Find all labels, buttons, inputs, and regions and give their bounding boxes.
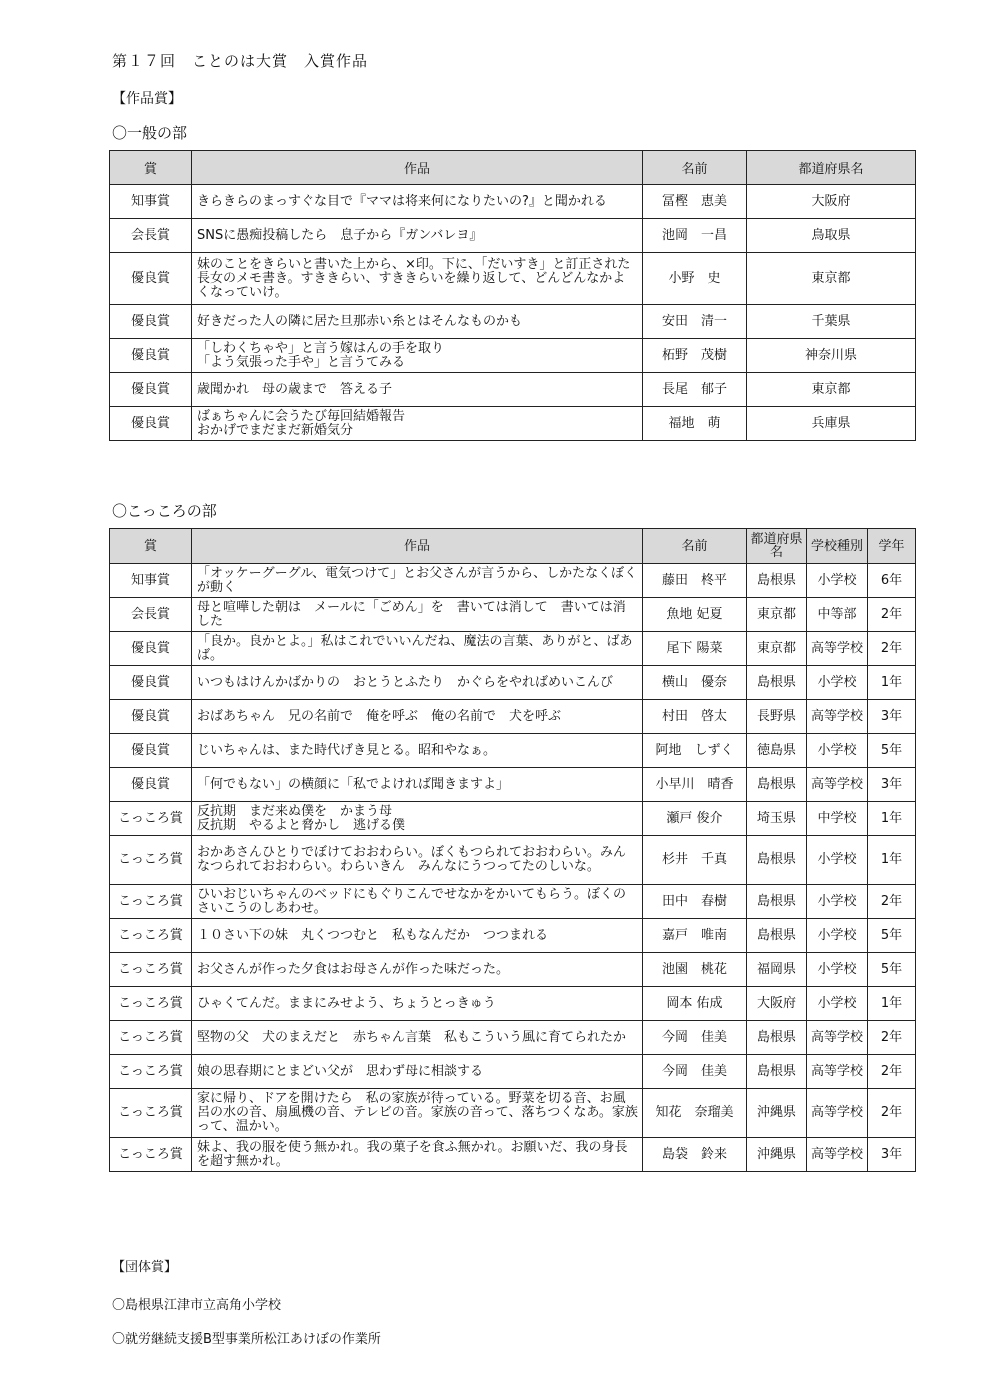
prize-cell: こっころ賞 (110, 919, 192, 953)
col-header-name: 名前 (643, 529, 747, 564)
prize-cell: こっころ賞 (110, 885, 192, 919)
name-cell: 岡本 佑成 (643, 987, 747, 1021)
table-row (110, 734, 916, 768)
school-cell: 高等学校 (807, 1055, 868, 1089)
pref-cell: 東京都 (747, 373, 916, 407)
name-cell: 小野 史 (643, 253, 747, 305)
work-cell: ばぁちゃんに会うたび毎回結婚報告 おかげでまだまだ新婚気分 (192, 407, 643, 441)
grade-cell: 2年 (868, 1055, 916, 1089)
school-cell: 小学校 (807, 987, 868, 1021)
school-cell: 小学校 (807, 836, 868, 885)
prize-cell: こっころ賞 (110, 836, 192, 885)
school-cell: 高等学校 (807, 700, 868, 734)
prize-cell: 知事賞 (110, 185, 192, 219)
grade-cell: 3年 (868, 700, 916, 734)
grade-cell: 1年 (868, 666, 916, 700)
name-cell: 小早川 晴香 (643, 768, 747, 802)
general-header-row (110, 151, 916, 185)
col-header-pref: 都道府県名 (747, 151, 916, 185)
work-award-label: 【作品賞】 (112, 91, 182, 107)
table-row (110, 802, 916, 836)
pref-cell: 埼玉県 (747, 802, 807, 836)
school-cell: 高等学校 (807, 1138, 868, 1172)
school-cell: 中学校 (807, 802, 868, 836)
pref-cell: 鳥取県 (747, 219, 916, 253)
name-cell: 阿地 しずく (643, 734, 747, 768)
grade-cell: 1年 (868, 802, 916, 836)
pref-cell: 島根県 (747, 1055, 807, 1089)
pref-cell: 長野県 (747, 700, 807, 734)
work-cell: 堅物の父 犬のまえだと 赤ちゃん言葉 私もこういう風に育てられたか (192, 1021, 643, 1055)
work-cell: いつもはけんかばかりの おとうとふたり かぐらをやればめいこんび (192, 666, 643, 700)
table-row (110, 219, 916, 253)
school-cell: 小学校 (807, 953, 868, 987)
school-cell: 高等学校 (807, 1089, 868, 1138)
table-row (110, 1138, 916, 1172)
name-cell: 島袋 鈴来 (643, 1138, 747, 1172)
table-row (110, 987, 916, 1021)
grade-cell: 5年 (868, 919, 916, 953)
pref-cell: 沖縄県 (747, 1138, 807, 1172)
name-cell: 瀬戸 俊介 (643, 802, 747, 836)
school-cell: 小学校 (807, 666, 868, 700)
work-cell: 「しわくちゃや」と言う嫁はんの手を取り 「よう気張った手や」と言うてみる (192, 339, 643, 373)
table-row (110, 885, 916, 919)
prize-cell: こっころ賞 (110, 1138, 192, 1172)
grade-cell: 3年 (868, 768, 916, 802)
prize-cell: こっころ賞 (110, 953, 192, 987)
table-row (110, 919, 916, 953)
prize-cell: 会長賞 (110, 219, 192, 253)
table-row (110, 768, 916, 802)
name-cell: 横山 優奈 (643, 666, 747, 700)
pref-cell: 島根県 (747, 768, 807, 802)
pref-cell: 大阪府 (747, 987, 807, 1021)
school-cell: 中等部 (807, 598, 868, 632)
name-cell: 藤田 柊平 (643, 564, 747, 598)
grade-cell: 5年 (868, 953, 916, 987)
col-header-prize: 賞 (110, 151, 192, 185)
table-row (110, 632, 916, 666)
pref-cell: 東京都 (747, 598, 807, 632)
grade-cell: 2年 (868, 598, 916, 632)
kokoro-table (109, 528, 916, 1172)
table-row (110, 700, 916, 734)
table-row (110, 1055, 916, 1089)
school-cell: 高等学校 (807, 632, 868, 666)
name-cell: 知花 奈瑠美 (643, 1089, 747, 1138)
name-cell: 尾下 陽菜 (643, 632, 747, 666)
prize-cell: 優良賞 (110, 253, 192, 305)
work-cell: 母と喧嘩した朝は メールに「ごめん」を 書いては消して 書いては消した (192, 598, 643, 632)
table-row (110, 598, 916, 632)
name-cell: 今岡 佳美 (643, 1055, 747, 1089)
work-cell: 娘の思春期にとまどい父が 思わず母に相談する (192, 1055, 643, 1089)
col-header-work: 作品 (192, 151, 643, 185)
pref-cell: 島根県 (747, 919, 807, 953)
table-row (110, 1021, 916, 1055)
table-row (110, 407, 916, 441)
work-cell: 反抗期 まだ来ぬ僕を かまう母 反抗期 やるよと脅かし 逃げる僕 (192, 802, 643, 836)
name-cell: 長尾 郁子 (643, 373, 747, 407)
grade-cell: 3年 (868, 1138, 916, 1172)
name-cell: 柘野 茂樹 (643, 339, 747, 373)
grade-cell: 2年 (868, 632, 916, 666)
grade-cell: 2年 (868, 1089, 916, 1138)
work-cell: 「良か。良かとよ。」私はこれでいいんだね、魔法の言葉、ありがと、ばあば。 (192, 632, 643, 666)
name-cell: 魚地 妃夏 (643, 598, 747, 632)
prize-cell: こっころ賞 (110, 987, 192, 1021)
grade-cell: 1年 (868, 987, 916, 1021)
table-row (110, 953, 916, 987)
col-header-pref: 都道府県名 (747, 529, 807, 564)
col-header-name: 名前 (643, 151, 747, 185)
name-cell: 冨樫 恵美 (643, 185, 747, 219)
prize-cell: 知事賞 (110, 564, 192, 598)
name-cell: 今岡 佳美 (643, 1021, 747, 1055)
name-cell: 池岡 一昌 (643, 219, 747, 253)
table-row (110, 339, 916, 373)
name-cell: 安田 清一 (643, 305, 747, 339)
col-header-prize: 賞 (110, 529, 192, 564)
table-row (110, 253, 916, 305)
prize-cell: こっころ賞 (110, 1089, 192, 1138)
work-cell: おかあさんひとりでぼけておおわらい。ぼくもつられておおわらい。みんなつられておおわらい。わらいきん みんなにうつってたのしいな。 (192, 836, 643, 885)
kokoro-section-heading: 〇こっころの部 (112, 502, 217, 520)
work-cell: 家に帰り、ドアを開けたら 私の家族が待っている。野菜を切る音、お風呂の水の音、扇風機の音、テレビの音。家族の音って、落ちつくなあ。家族って、温かい。 (192, 1089, 643, 1138)
school-cell: 小学校 (807, 734, 868, 768)
prize-cell: 優良賞 (110, 305, 192, 339)
pref-cell: 島根県 (747, 836, 807, 885)
school-cell: 高等学校 (807, 1021, 868, 1055)
grade-cell: 2年 (868, 1021, 916, 1055)
prize-cell: 優良賞 (110, 666, 192, 700)
name-cell: 村田 啓太 (643, 700, 747, 734)
prize-cell: 優良賞 (110, 339, 192, 373)
col-header-grade: 学年 (868, 529, 916, 564)
work-cell: ひゃくてんだ。ままにみせよう、ちょうとっきゅう (192, 987, 643, 1021)
grade-cell: 1年 (868, 836, 916, 885)
prize-cell: 優良賞 (110, 700, 192, 734)
col-header-work: 作品 (192, 529, 643, 564)
work-cell: 「オッケーグーグル、電気つけて」とお父さんが言うから、しかたなくぼくが動く (192, 564, 643, 598)
pref-cell: 福岡県 (747, 953, 807, 987)
general-section-heading: 〇一般の部 (112, 124, 188, 142)
work-cell: 好きだった人の隣に居た旦那赤い糸とはそんなものかも (192, 305, 643, 339)
pref-cell: 神奈川県 (747, 339, 916, 373)
name-cell: 田中 春樹 (643, 885, 747, 919)
group-award-title: 【団体賞】 (112, 1260, 178, 1275)
work-cell: 妹よ、我の服を使う無かれ。我の菓子を食ふ無かれ。お願いだ、我の身長を超す無かれ。 (192, 1138, 643, 1172)
grade-cell: 5年 (868, 734, 916, 768)
pref-cell: 島根県 (747, 1021, 807, 1055)
page-title: 第１７回 ことのは大賞 入賞作品 (112, 52, 369, 70)
pref-cell: 千葉県 (747, 305, 916, 339)
table-row (110, 564, 916, 598)
pref-cell: 東京都 (747, 253, 916, 305)
work-cell: お父さんが作った夕食はお母さんが作った味だった。 (192, 953, 643, 987)
work-cell: SNSに愚痴投稿したら 息子から『ガンバレヨ』 (192, 219, 643, 253)
prize-cell: 会長賞 (110, 598, 192, 632)
prize-cell: 優良賞 (110, 407, 192, 441)
prize-cell: こっころ賞 (110, 1021, 192, 1055)
work-cell: きらきらのまっすぐな目で『ママは将来何になりたいの?』と聞かれる (192, 185, 643, 219)
pref-cell: 兵庫県 (747, 407, 916, 441)
prize-cell: 優良賞 (110, 734, 192, 768)
general-table (109, 150, 916, 441)
group-award-item: 〇島根県江津市立高角小学校 (112, 1298, 282, 1313)
pref-cell: 島根県 (747, 885, 807, 919)
name-cell: 杉井 千真 (643, 836, 747, 885)
group-award-item: 〇就労継続支援B型事業所松江あけぼの作業所 (112, 1332, 381, 1347)
grade-cell: 6年 (868, 564, 916, 598)
work-cell: 「何でもない」の横顔に「私でよければ聞きますよ」 (192, 768, 643, 802)
pref-cell: 東京都 (747, 632, 807, 666)
name-cell: 池園 桃花 (643, 953, 747, 987)
school-cell: 高等学校 (807, 768, 868, 802)
prize-cell: こっころ賞 (110, 802, 192, 836)
table-row (110, 185, 916, 219)
pref-cell: 大阪府 (747, 185, 916, 219)
school-cell: 小学校 (807, 564, 868, 598)
pref-cell: 沖縄県 (747, 1089, 807, 1138)
pref-cell: 島根県 (747, 564, 807, 598)
work-cell: 妹のことをきらいと書いた上から、×印。下に、「だいすき」と訂正された長女のメモ書き。すききらい、すききらいを繰り返して、どんどんなかよくなっていけ。 (192, 253, 643, 305)
kokoro-header-row (110, 529, 916, 564)
work-cell: じいちゃんは、また時代げき見とる。昭和やなぁ。 (192, 734, 643, 768)
prize-cell: こっころ賞 (110, 1055, 192, 1089)
pref-cell: 島根県 (747, 666, 807, 700)
col-header-school: 学校種別 (807, 529, 868, 564)
prize-cell: 優良賞 (110, 768, 192, 802)
school-cell: 小学校 (807, 919, 868, 953)
name-cell: 福地 萌 (643, 407, 747, 441)
work-cell: ひいおじいちゃんのベッドにもぐりこんでせなかをかいてもらう。ぼくのさいこうのしあわせ。 (192, 885, 643, 919)
table-row (110, 836, 916, 885)
work-cell: おばあちゃん 兄の名前で 俺を呼ぶ 俺の名前で 犬を呼ぶ (192, 700, 643, 734)
table-row (110, 666, 916, 700)
school-cell: 小学校 (807, 885, 868, 919)
work-cell: １０さい下の妹 丸くつつむと 私もなんだか つつまれる (192, 919, 643, 953)
table-row (110, 1089, 916, 1138)
pref-cell: 徳島県 (747, 734, 807, 768)
table-row (110, 305, 916, 339)
name-cell: 嘉戸 唯南 (643, 919, 747, 953)
work-cell: 歳聞かれ 母の歳まで 答える子 (192, 373, 643, 407)
table-row (110, 373, 916, 407)
prize-cell: 優良賞 (110, 373, 192, 407)
prize-cell: 優良賞 (110, 632, 192, 666)
grade-cell: 2年 (868, 885, 916, 919)
